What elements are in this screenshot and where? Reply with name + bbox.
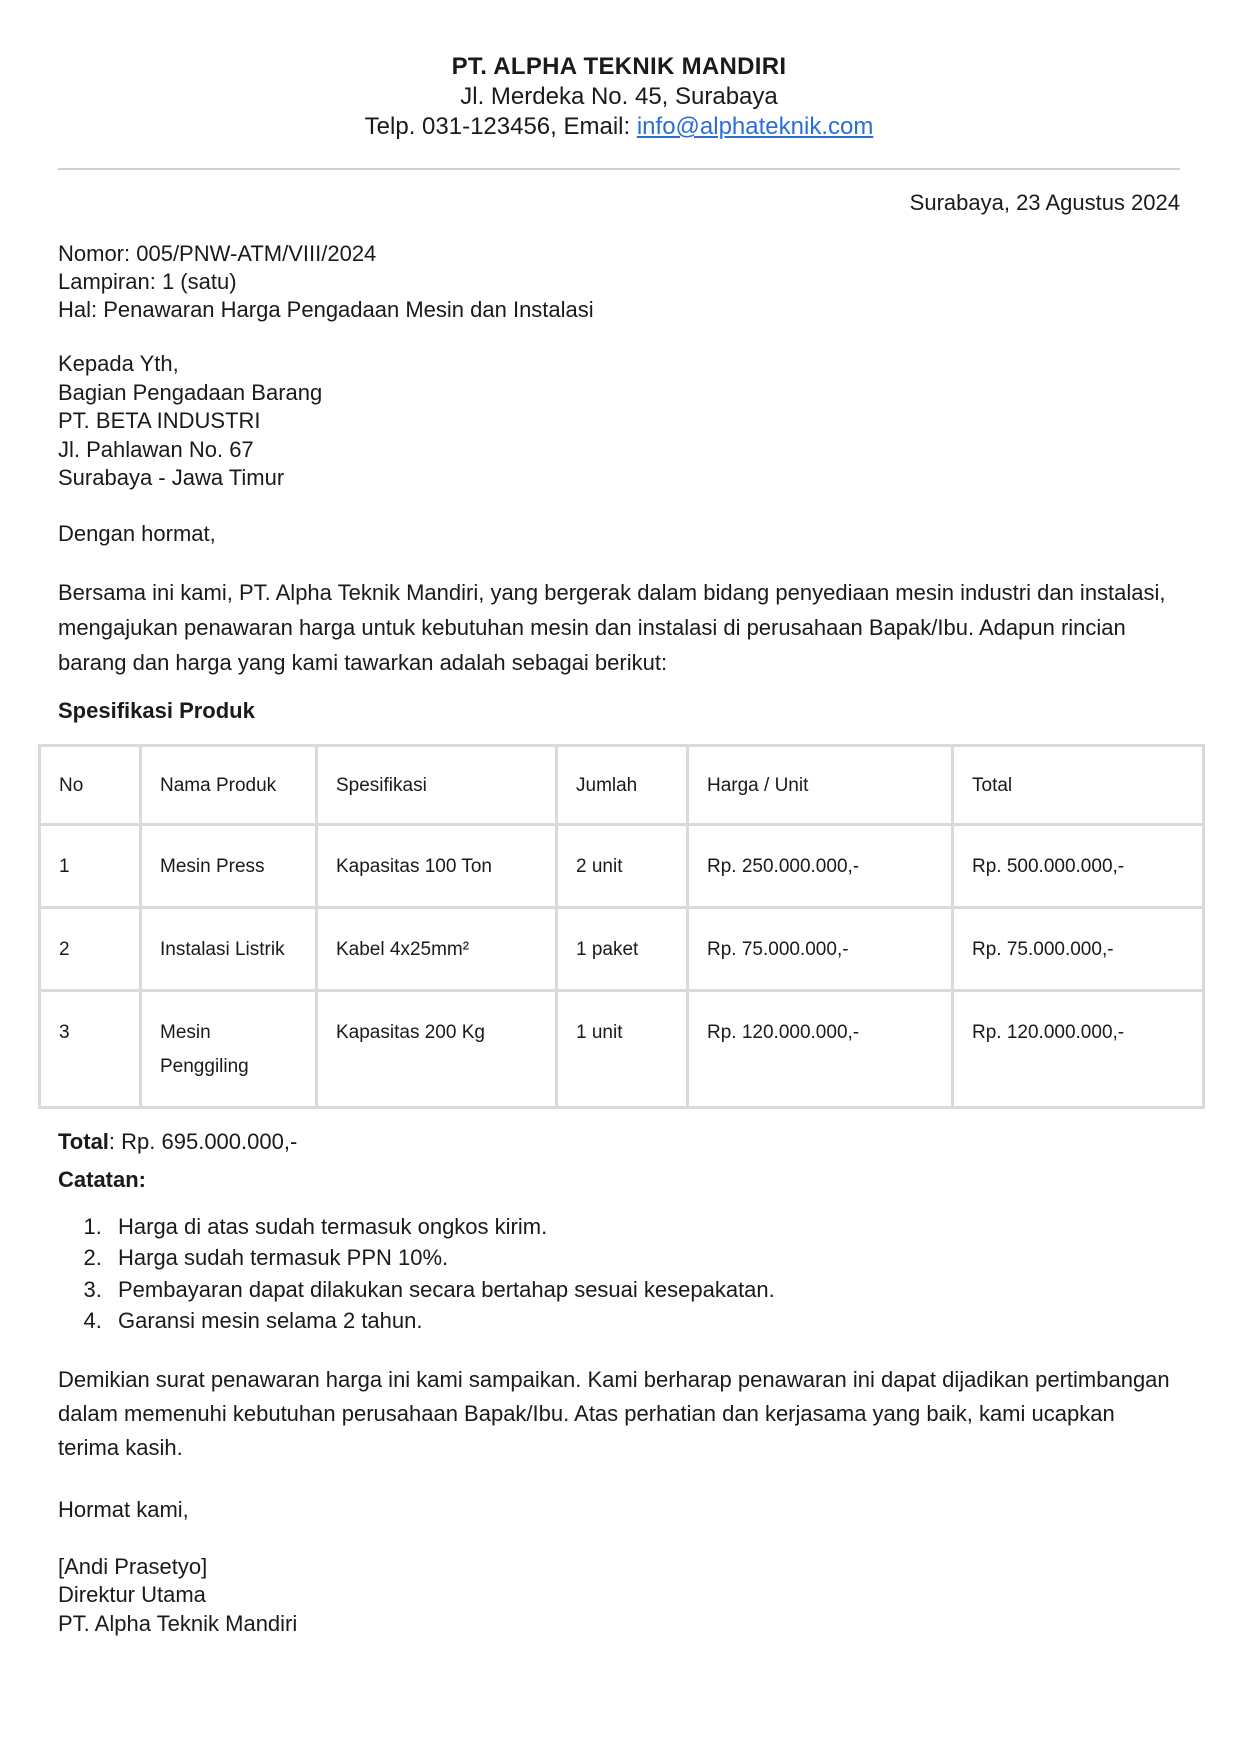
spec-table-wrapper [38, 744, 1202, 1109]
table-row [40, 824, 1204, 907]
letterhead [58, 52, 1180, 142]
signature-block [58, 1553, 1180, 1639]
grand-total [58, 1127, 1180, 1157]
table-cell: Mesin Penggiling [141, 990, 317, 1107]
company-name: PT. ALPHA TEKNIK MANDIRI [451, 53, 787, 80]
table-cell: Rp. 500.000.000,- [953, 824, 1204, 907]
column-header: Jumlah [557, 745, 688, 824]
closing-paragraph: Demikian surat penawaran harga ini kami sampaikan. Kami berharap penawaran ini dapat dijadikan pertimbangan dalam memenuhi kebutuhan perusahaan Bapak/Ibu. Atas perhatian dan kerjasama yang baik, kami ucapkan terima kasih. [58, 1366, 1170, 1460]
column-header: Harga / Unit [688, 745, 953, 824]
note-item: 3. Pembayaran dapat dilakukan secara bertahap sesuai kesepakatan. [108, 1274, 1180, 1306]
recipient-block [58, 350, 1180, 493]
recipient-line: PT. BETA INDUSTRI [58, 408, 261, 433]
company-address: Jl. Merdeka No. 45, Surabaya [460, 83, 778, 110]
note-item: 1. Harga di atas sudah termasuk ongkos kirim. [108, 1211, 1180, 1243]
table-cell: 2 unit [557, 824, 688, 907]
recipient-line: Bagian Pengadaan Barang [58, 379, 323, 405]
spec-table [38, 744, 1205, 1109]
signer-name: [Andi Prasetyo] [58, 1553, 208, 1579]
section-title: Spesifikasi Produk [58, 697, 255, 723]
table-row [40, 990, 1204, 1107]
table-cell: Mesin Press [141, 824, 317, 907]
table-row [40, 907, 1204, 990]
table-cell: Instalasi Listrik [141, 907, 317, 990]
intro-paragraph: Bersama ini kami, PT. Alpha Teknik Mandiri, yang bergerak dalam bidang penyediaan mesin industri dan instalasi, mengajukan penawaran harga untuk kebutuhan mesin dan instalasi di perusahaan Bapak/Ibu. Adapun rincian barang dan harga yang kami tawarkan adalah sebagai berikut: [58, 579, 1166, 675]
signer-title: Direktur Utama [58, 1582, 206, 1607]
table-cell: Kabel 4x25mm² [317, 907, 557, 990]
table-cell: Rp. 250.000.000,- [688, 824, 953, 907]
letter-number: Nomor: 005/PNW-ATM/VIII/2024 [58, 241, 377, 266]
company-contact [58, 112, 1180, 142]
email-link[interactable]: info@alphateknik.com [636, 113, 874, 140]
total-value: : Rp. 695.000.000,- [108, 1128, 298, 1154]
table-cell: 3 [40, 990, 141, 1107]
letter-subject: Hal: Penawaran Harga Pengadaan Mesin dan Instalasi [58, 297, 594, 322]
table-cell: Rp. 75.000.000,- [953, 907, 1204, 990]
signer-company: PT. Alpha Teknik Mandiri [58, 1610, 298, 1636]
table-cell: Rp. 120.000.000,- [688, 990, 953, 1107]
note-item: 2. Harga sudah termasuk PPN 10%. [108, 1242, 1180, 1274]
table-cell: 2 [40, 907, 141, 990]
total-label: Total [58, 1128, 109, 1154]
table-cell: 1 unit [557, 990, 688, 1107]
regards: Hormat kami, [58, 1496, 189, 1522]
table-cell: Rp. 120.000.000,- [953, 990, 1204, 1107]
table-header-row [40, 745, 1204, 824]
column-header: Nama Produk [141, 745, 317, 824]
letter-page [58, 52, 1180, 1638]
column-header: Total [953, 745, 1204, 824]
greeting: Dengan hormat, [58, 520, 216, 546]
letter-attachment: Lampiran: 1 (satu) [58, 269, 237, 294]
column-header: No [40, 745, 141, 824]
table-cell: 1 [40, 824, 141, 907]
table-cell: Kapasitas 100 Ton [317, 824, 557, 907]
recipient-line: Surabaya - Jawa Timur [58, 465, 285, 490]
column-header: Spesifikasi [317, 745, 557, 824]
notes-list [58, 1211, 1180, 1337]
note-item: 4. Garansi mesin selama 2 tahun. [108, 1305, 1180, 1337]
notes-title: Catatan: [58, 1166, 147, 1192]
table-cell: 1 paket [557, 907, 688, 990]
header-divider [58, 168, 1180, 170]
table-cell: Rp. 75.000.000,- [688, 907, 953, 990]
recipient-line: Kepada Yth, [58, 351, 179, 376]
letter-date: Surabaya, 23 Agustus 2024 [909, 190, 1180, 215]
table-cell: Kapasitas 200 Kg [317, 990, 557, 1107]
letter-meta [58, 240, 1180, 324]
contact-phone: Telp. 031-123456, Email: [364, 113, 637, 140]
recipient-line: Jl. Pahlawan No. 67 [58, 436, 254, 462]
